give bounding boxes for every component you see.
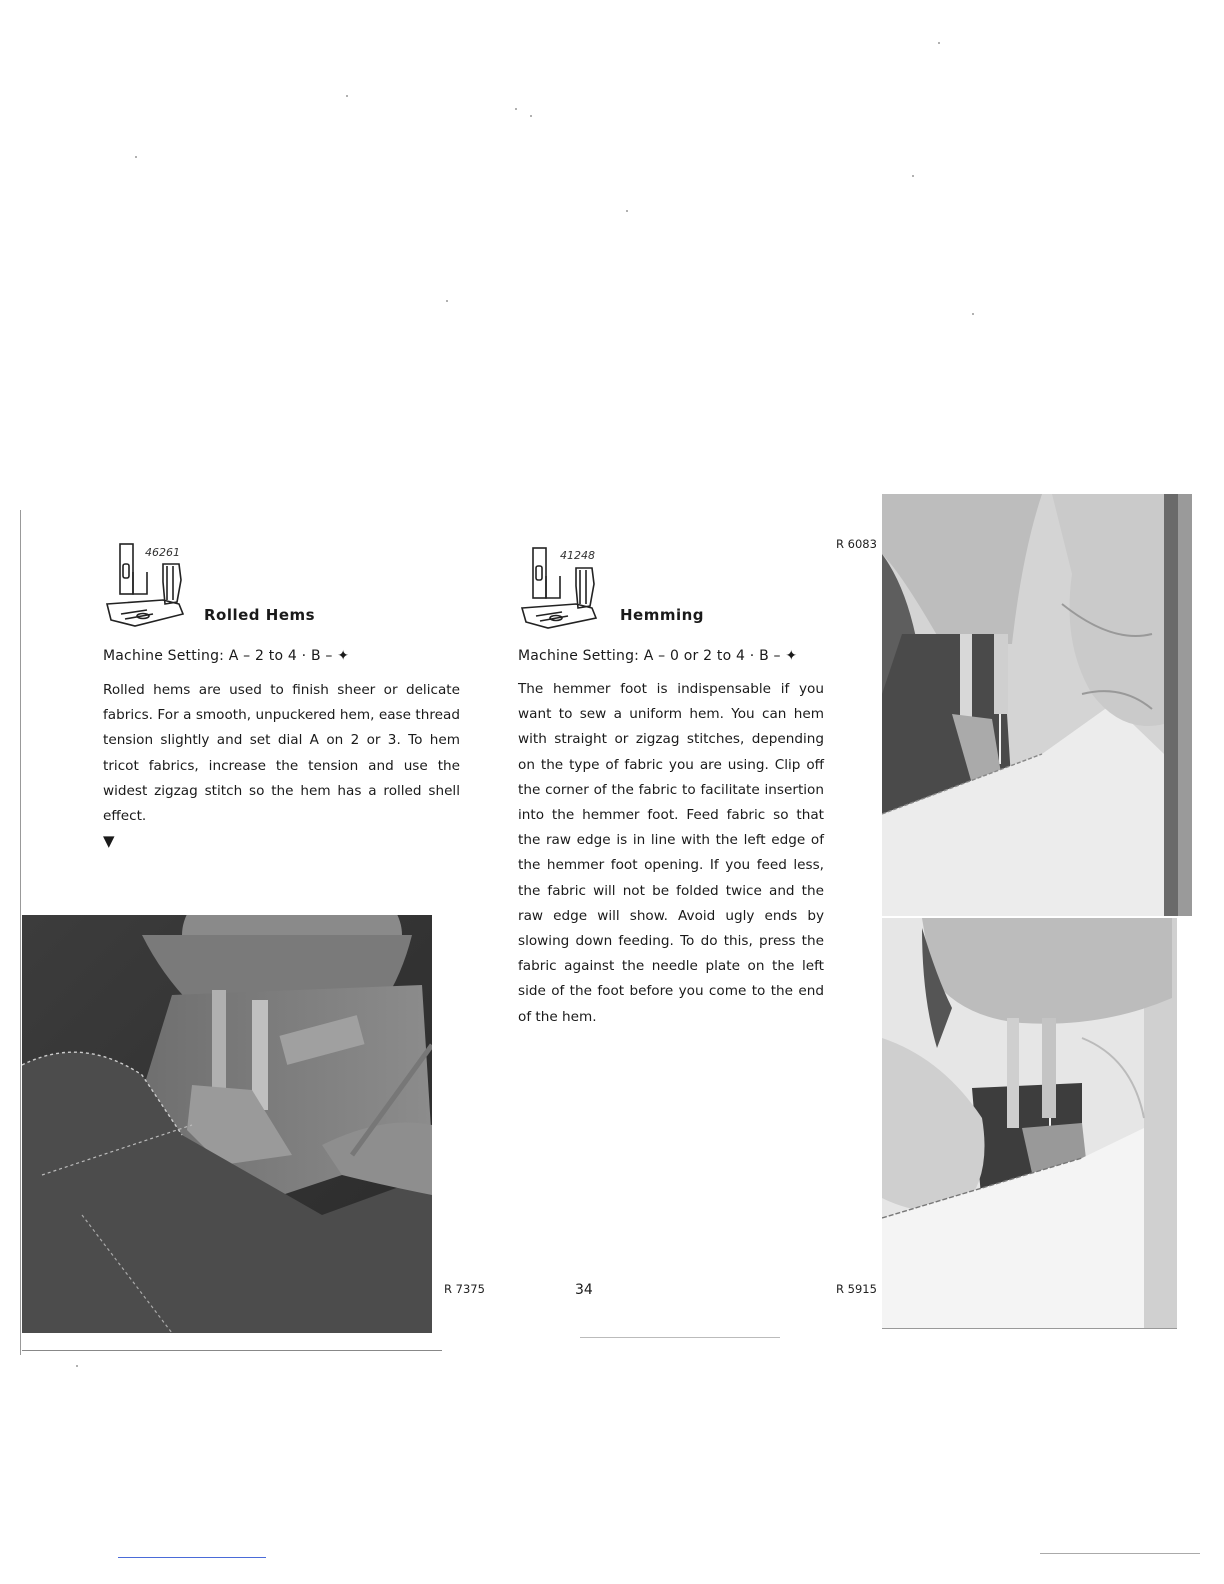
photo-reference: R 5915 [836,1282,877,1296]
machine-setting: Machine Setting: A – 0 or 2 to 4 · B – ✦ [518,648,798,664]
scan-blue-line [118,1557,266,1558]
hemmer-photo-top [882,494,1192,916]
foot-part-number: 46261 [145,546,180,559]
scan-margin-line [20,510,21,1355]
scan-line [1040,1553,1200,1554]
hemmer-photo-bottom [882,918,1177,1328]
scan-bottom-line [22,1350,442,1351]
page-number: 34 [575,1282,593,1298]
scan-line [882,1328,1177,1329]
foot-part-number: 41248 [560,549,595,562]
scan-line [580,1337,780,1338]
photo-reference: R 7375 [444,1282,485,1296]
machine-setting: Machine Setting: A – 2 to 4 · B – ✦ [103,648,350,664]
section-heading: Rolled Hems [204,606,316,624]
section-heading: Hemming [620,606,705,624]
body-text: Rolled hems are used to finish sheer or delicate fabrics. For a smooth, unpuckered hem, ease thread tension slightly and set dial A on 2 or 3. To hem tricot fabrics, increase the tension and use the widest zigzag stitch so the hem has a rolled shell effect. [103,682,460,825]
continue-marker: ▼ [103,832,115,850]
rolled-hem-photo [22,915,432,1333]
body-text: The hemmer foot is indispensable if you want to sew a uniform hem. You can hem with straight or zigzag stitches, depending on the type of fabric you are using. Clip off the corner of the fabric to facilitate insertion into the hemmer foot. Feed fabric so that the raw edge is in line with the left edge of the hemmer foot opening. If you feed less, the fabric will not be folded twice and the raw edge will show. Avoid ugly ends by slowing down feeding. To do this, press the fabric against the needle plate on the left side of the foot before you come to the end of the hem. [518,681,824,1025]
photo-reference: R 6083 [836,537,877,551]
